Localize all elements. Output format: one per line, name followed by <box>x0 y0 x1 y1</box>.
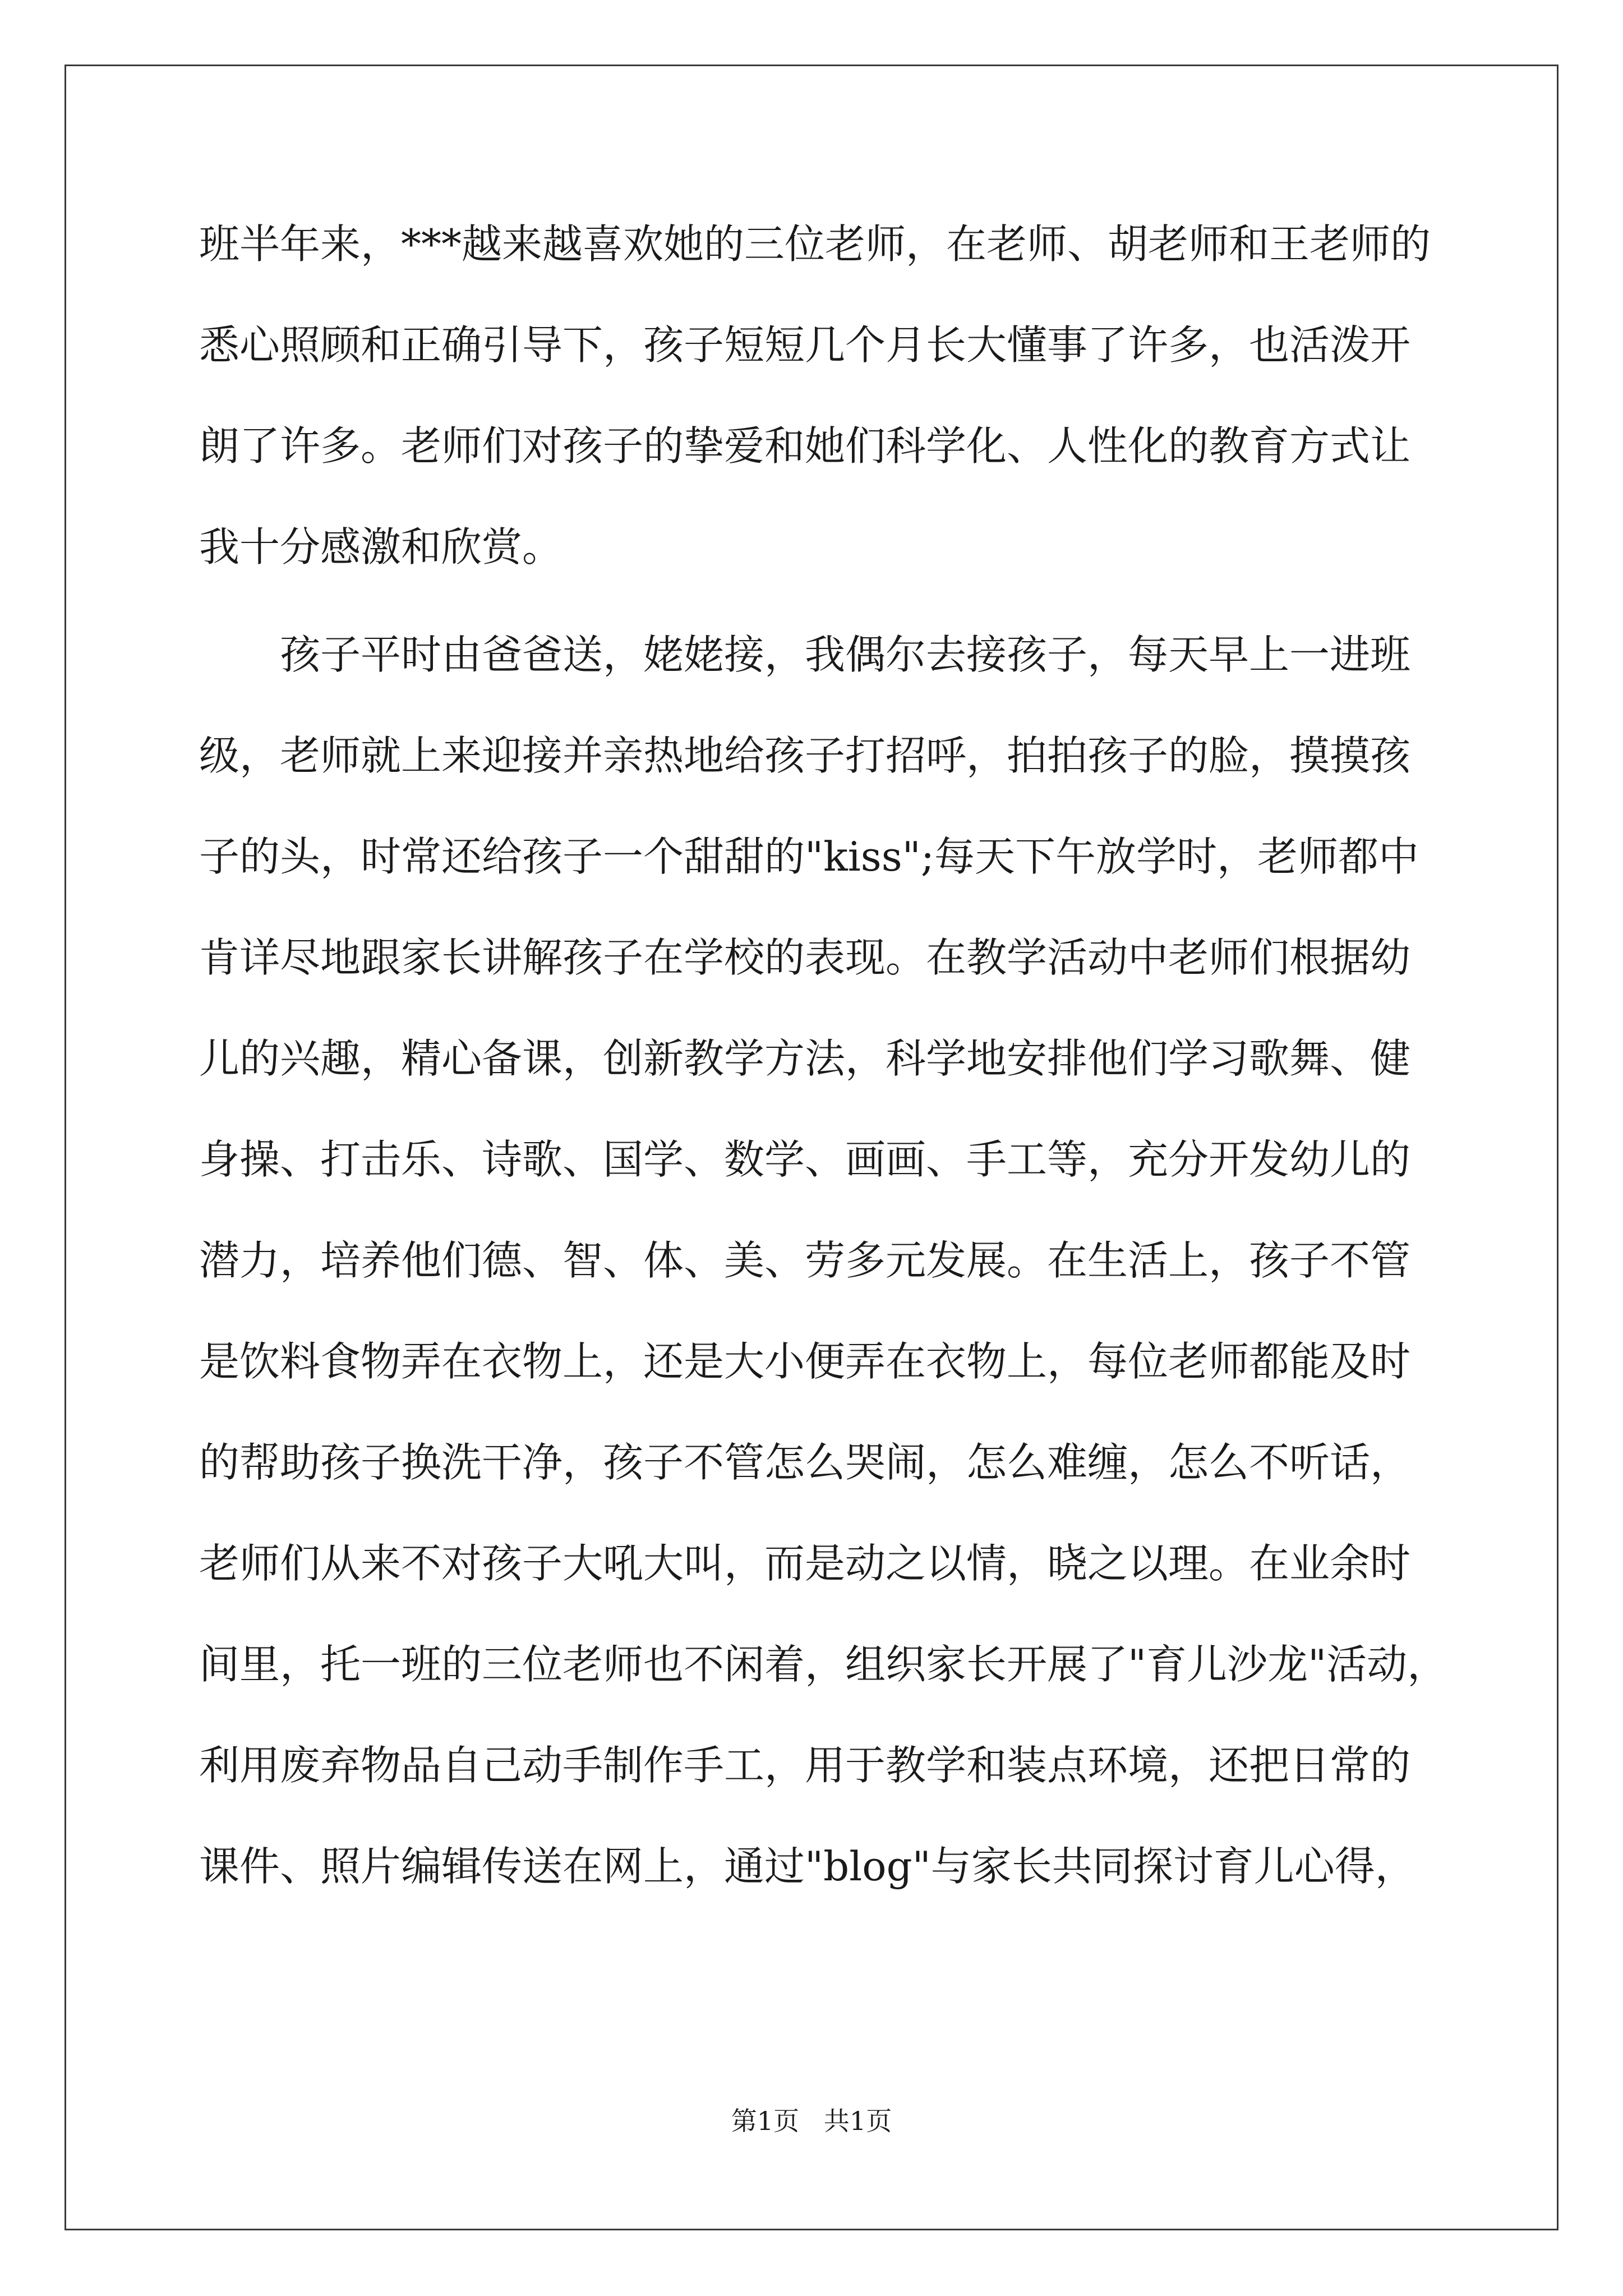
text-line: 的帮助孩子换洗干净，孩子不管怎么哭闹，怎么难缠，怎么不听话， <box>199 1439 1411 1486</box>
paragraph-2 <box>199 604 1450 1917</box>
text-line: 肯详尽地跟家长讲解孩子在学校的表现。在教学活动中老师们根据幼 <box>199 934 1411 981</box>
text-line: 班半年来，***越来越喜欢她的三位老师，在老师、胡老师和王老师的 <box>199 220 1431 268</box>
text-line: 是饮料食物弄在衣物上，还是大小便弄在衣物上，每位老师都能及时 <box>199 1338 1411 1385</box>
paragraph-1 <box>199 194 1450 597</box>
text-line: 子的头，时常还给孩子一个甜甜的"kiss";每天下午放学时，老师都中 <box>199 833 1419 880</box>
text-line: 利用废弃物品自己动手制作手工，用于教学和装点环境，还把日常的 <box>199 1742 1411 1789</box>
text-line: 课件、照片编辑传送在网上，通过"blog"与家长共同探讨育儿心得， <box>199 1843 1415 1890</box>
text-line: 儿的兴趣，精心备课，创新教学方法，科学地安排他们学习歌舞、健 <box>199 1035 1411 1082</box>
text-line: 间里，托一班的三位老师也不闲着，组织家长开展了"育儿沙龙"活动， <box>199 1641 1448 1688</box>
document-body <box>199 194 1450 1917</box>
text-line: 身操、打击乐、诗歌、国学、数学、画画、手工等，充分开发幼儿的 <box>199 1136 1411 1183</box>
text-line: 我十分感激和欣赏。 <box>199 523 563 570</box>
text-line: 级，老师就上来迎接并亲热地给孩子打招呼，拍拍孩子的脸，摸摸孩 <box>199 732 1411 779</box>
page-number-footer: 第1页 共1页 <box>731 2106 892 2136</box>
text-line: 孩子平时由爸爸送，姥姥接，我偶尔去接孩子，每天早上一进班 <box>280 631 1411 678</box>
text-line: 朗了许多。老师们对孩子的挚爱和她们科学化、人性化的教育方式让 <box>199 422 1411 470</box>
text-line: 老师们从来不对孩子大吼大叫，而是动之以情，晓之以理。在业余时 <box>199 1540 1411 1587</box>
text-line: 悉心照顾和正确引导下，孩子短短几个月长大懂事了许多，也活泼开 <box>199 321 1411 369</box>
text-line: 潜力，培养他们德、智、体、美、劳多元发展。在生活上，孩子不管 <box>199 1237 1411 1284</box>
